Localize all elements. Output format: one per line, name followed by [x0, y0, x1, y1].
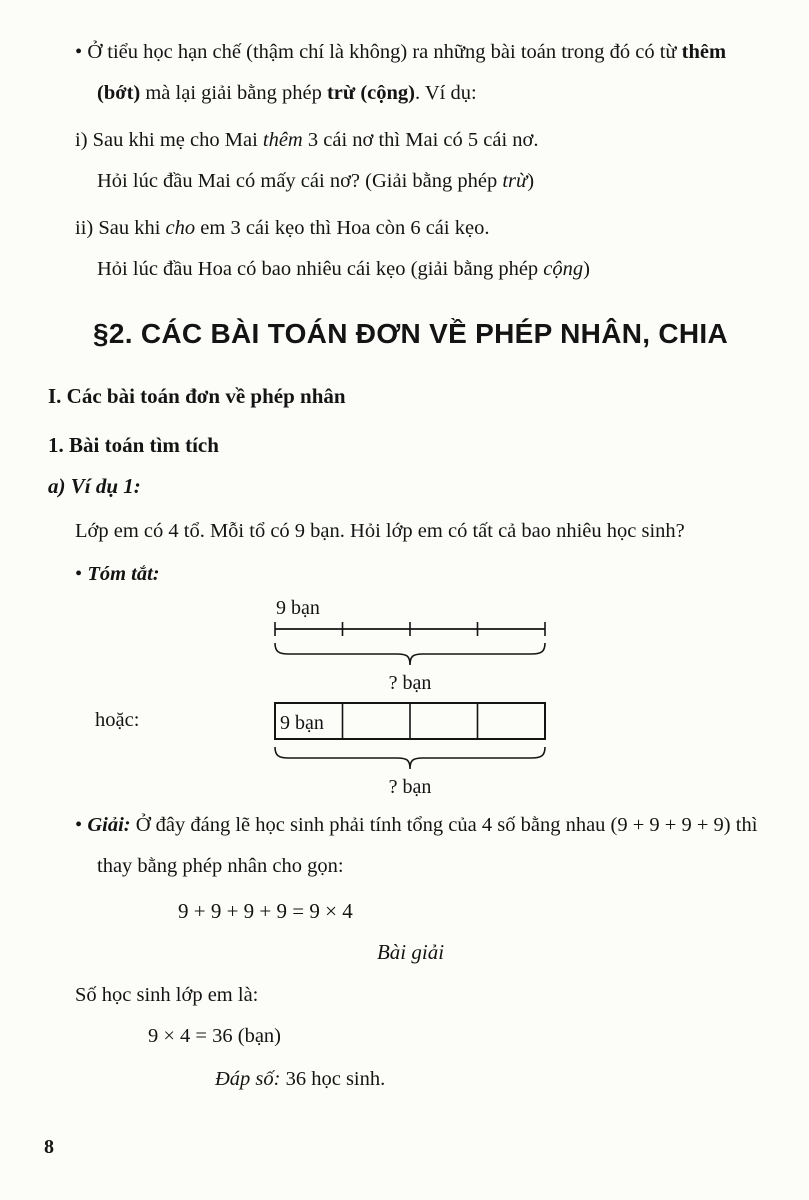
solution-explain: Ở đây đáng lẽ học sinh phải tính tổng của 4 số bằng nhau (9 + 9 + 9 + 9) thì thay bằng phép nhân cho gọn: — [97, 814, 758, 877]
segment-label: 9 bạn — [276, 597, 320, 619]
segment-diagram-graphic — [270, 619, 550, 671]
note-bold-2: trừ (cộng) — [326, 82, 415, 104]
section-heading: §2. CÁC BÀI TOÁN ĐƠN VỀ PHÉP NHÂN, CHIA — [92, 318, 729, 349]
example-ii-line1-italic: cho — [165, 217, 196, 239]
note-text-2: mà lại giải bằng phép — [140, 82, 327, 104]
bai-giai-heading: Bài giải — [376, 940, 445, 964]
example-label: a) Ví dụ 1: — [48, 474, 141, 498]
example-i-line2-b: ) — [527, 170, 535, 192]
example-i-line1-a: i) Sau khi mẹ cho Mai — [75, 129, 263, 151]
example-i-line2-italic: trừ — [502, 170, 528, 192]
bullet-icon: • — [75, 41, 83, 63]
example-ii-line2-b: ) — [583, 258, 590, 280]
alternative-diagram-row — [48, 701, 773, 799]
note-bold-1: thêm (bớt) — [97, 41, 727, 104]
example-ii-line2-italic: cộng — [543, 258, 584, 280]
sub-heading-1: 1. Bài toán tìm tích — [48, 433, 219, 457]
curly-brace-icon — [275, 643, 545, 665]
connector-word: hoặc: — [95, 709, 140, 731]
page-number: 8 — [44, 1136, 54, 1158]
intro-example-i — [75, 120, 773, 202]
answer-value: 36 học sinh. — [285, 1068, 386, 1090]
box-diagram-graphic — [270, 701, 550, 775]
example-i-line2-a: Hỏi lúc đầu Mai có mấy cái nơ? (Giải bằng phép — [97, 170, 503, 192]
question-label: ? bạn — [388, 776, 432, 798]
note-text-1: Ở tiểu học hạn chế (thậm chí là không) ra những bài toán trong đó có từ — [87, 41, 682, 63]
summary-label-line — [75, 554, 773, 595]
question-label: ? bạn — [388, 672, 432, 694]
intro-note — [75, 32, 769, 114]
solution-label: Giải: — [87, 814, 131, 836]
curly-brace-icon — [275, 747, 545, 769]
intro-example-ii — [75, 208, 773, 290]
answer-line — [215, 1059, 773, 1100]
bullet-icon: • — [75, 563, 83, 585]
example-ii-line1-b: em 3 cái kẹo thì Hoa còn 6 cái kẹo. — [195, 217, 490, 239]
segment-diagram — [270, 597, 550, 695]
solution-calculation: 9 × 4 = 36 (bạn) — [148, 1025, 281, 1047]
example-i-line1-b: 3 cái nơ thì Mai có 5 cái nơ. — [302, 129, 539, 151]
box-cell-label: 9 bạn — [280, 712, 324, 734]
problem-statement: Lớp em có 4 tổ. Mỗi tổ có 9 bạn. Hỏi lớp em có tất cả bao nhiêu học sinh? — [75, 520, 685, 542]
example-i-line1-italic: thêm — [262, 129, 303, 151]
note-text-3: . Ví dụ: — [414, 82, 477, 104]
solution-intro — [75, 805, 773, 887]
bullet-icon: • — [75, 814, 83, 836]
answer-label: Đáp số: — [215, 1068, 281, 1090]
multiplication-equation: 9 + 9 + 9 + 9 = 9 × 4 — [178, 899, 353, 923]
solution-sentence: Số học sinh lớp em là: — [75, 984, 259, 1006]
box-diagram — [270, 701, 550, 799]
summary-label: Tóm tắt: — [87, 563, 160, 585]
example-ii-line1-a: ii) Sau khi — [75, 217, 166, 239]
part-heading-i: I. Các bài toán đơn về phép nhân — [48, 384, 346, 408]
example-ii-line2-a: Hỏi lúc đầu Hoa có bao nhiêu cái kẹo (giải bằng phép — [97, 258, 544, 280]
